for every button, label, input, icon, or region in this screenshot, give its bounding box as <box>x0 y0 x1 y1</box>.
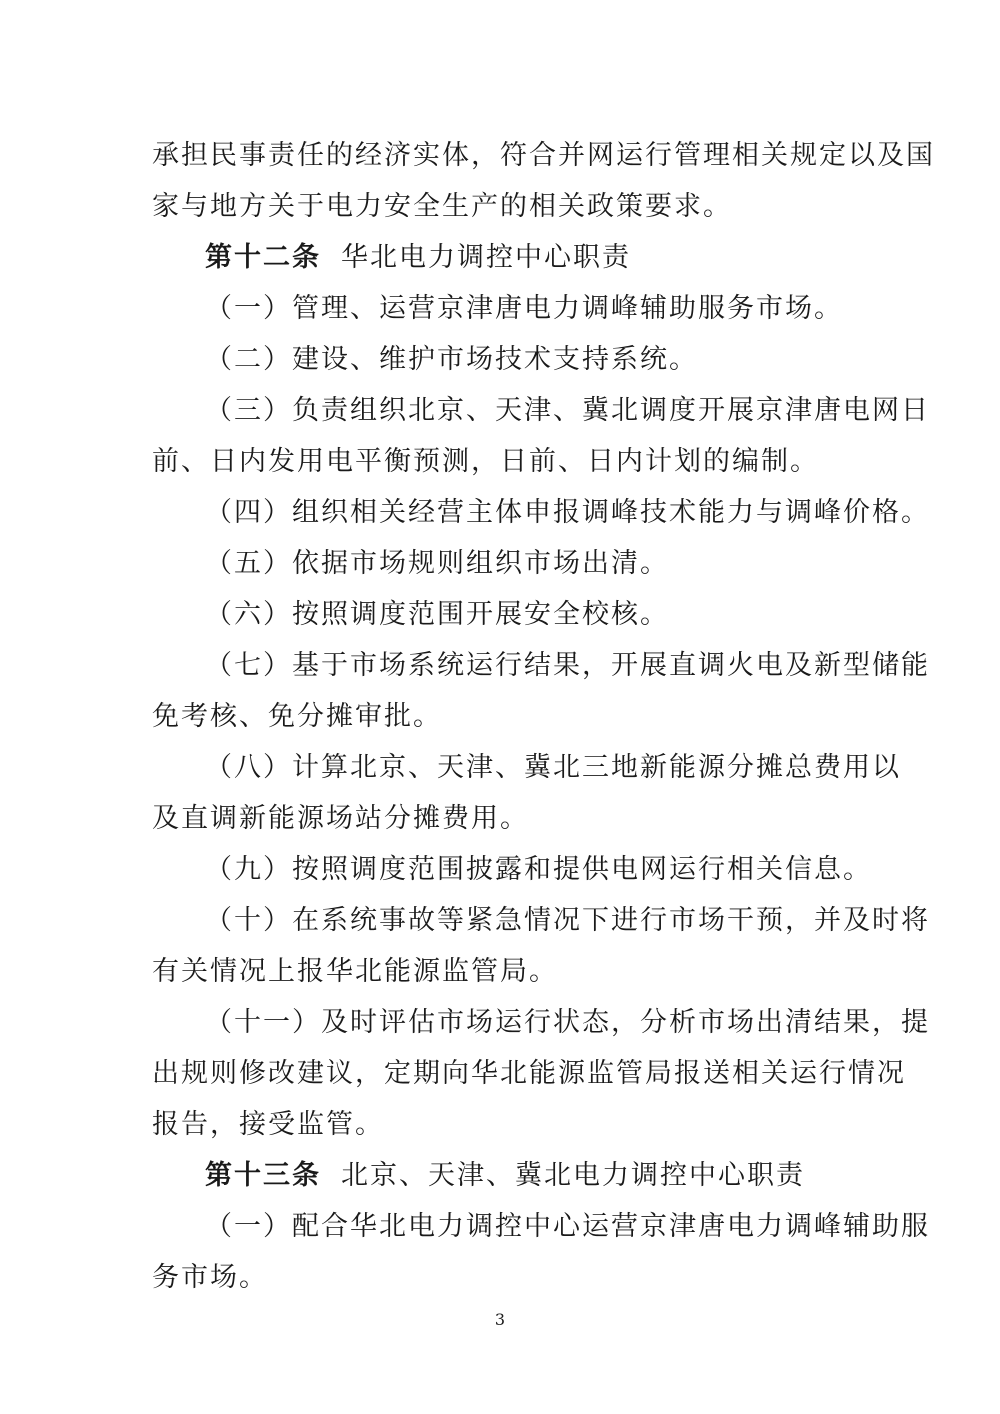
article-title: 北京、天津、冀北电力调控中心职责 <box>341 1160 805 1191</box>
list-item-continuation-line: 出规则修改建议，定期向华北能源监管局报送相关运行情况 <box>152 1058 906 1089</box>
article-title: 华北电力调控中心职责 <box>341 242 631 273</box>
paragraph-continuation-line: 家与地方关于电力安全生产的相关政策要求。 <box>152 191 732 222</box>
list-item-line: （十）在系统事故等紧急情况下进行市场干预，并及时将 <box>205 905 930 936</box>
list-item-continuation-line: 及直调新能源场站分摊费用。 <box>152 803 529 834</box>
list-item-line: （十一）及时评估市场运行状态，分析市场出清结果，提 <box>205 1007 930 1038</box>
article-label: 第十二条 <box>205 242 321 273</box>
list-item-continuation-line: 免考核、免分摊审批。 <box>152 701 442 732</box>
list-item-continuation-line: 有关情况上报华北能源监管局。 <box>152 956 558 987</box>
article-label: 第十三条 <box>205 1160 321 1191</box>
list-item-line: （七）基于市场系统运行结果，开展直调火电及新型储能 <box>205 650 930 681</box>
list-item-line: （一）配合华北电力调控中心运营京津唐电力调峰辅助服 <box>205 1211 930 1242</box>
list-item-line: （一）管理、运营京津唐电力调峰辅助服务市场。 <box>205 293 843 324</box>
list-item-continuation-line: 报告，接受监管。 <box>152 1109 384 1140</box>
list-item-line: （八）计算北京、天津、冀北三地新能源分摊总费用以 <box>205 752 901 783</box>
article-heading-13 <box>0 1150 1000 1202</box>
list-item-line: （五）依据市场规则组织市场出清。 <box>205 548 669 579</box>
list-item-continuation-line: 务市场。 <box>152 1262 268 1293</box>
list-item-line: （四）组织相关经营主体申报调峰技术能力与调峰价格。 <box>205 497 930 528</box>
list-item-line: （六）按照调度范围开展安全校核。 <box>205 599 669 630</box>
list-item-line: （三）负责组织北京、天津、冀北调度开展京津唐电网日 <box>205 395 930 426</box>
article-heading-12 <box>0 232 1000 284</box>
paragraph-continuation-line: 承担民事责任的经济实体，符合并网运行管理相关规定以及国 <box>152 140 935 171</box>
list-item-continuation-line: 前、日内发用电平衡预测，日前、日内计划的编制。 <box>152 446 819 477</box>
list-item-line: （九）按照调度范围披露和提供电网运行相关信息。 <box>205 854 872 885</box>
list-item-line: （二）建设、维护市场技术支持系统。 <box>205 344 698 375</box>
page-number: 3 <box>494 1310 506 1329</box>
